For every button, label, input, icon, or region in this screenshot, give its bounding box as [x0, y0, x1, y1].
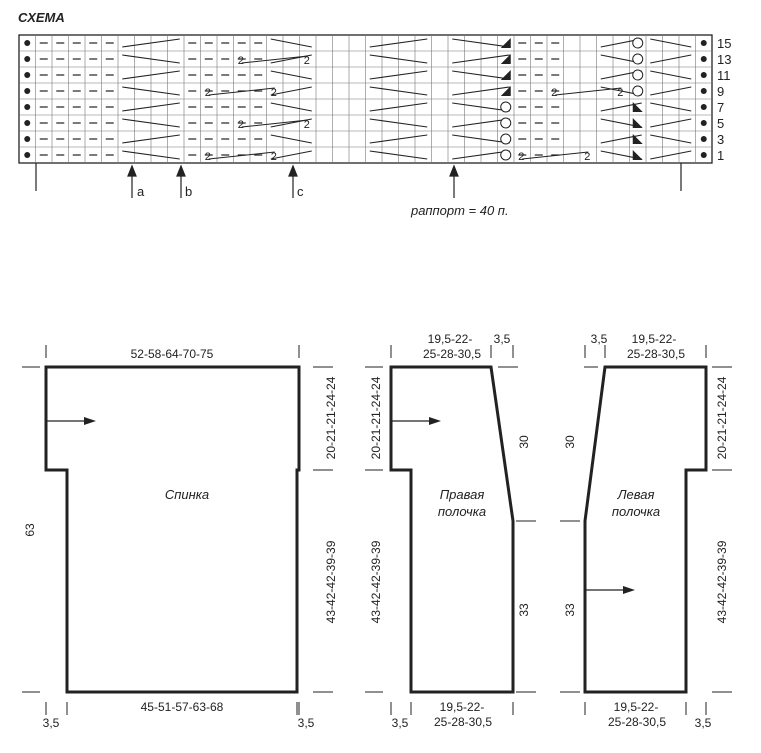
right-front-armhole-height: 20-21-21-24-24: [369, 376, 383, 460]
left-front-side-step: 3,5: [694, 716, 712, 730]
right-front-lower-edge: 33: [517, 603, 531, 617]
left-front-armhole-height: 20-21-21-24-24: [715, 376, 729, 460]
marker-c-arrow: [289, 166, 297, 198]
cross-count-label: 2: [617, 87, 624, 99]
yarn-over-circle: [633, 54, 643, 64]
right-front-side-step: 3,5: [391, 716, 409, 730]
right-front-bottom-width-line1: 19,5-22-: [439, 700, 485, 714]
back-armhole-height: 20-21-21-24-24: [324, 376, 338, 460]
marker-b-label: b: [185, 184, 193, 199]
yarn-over-circle: [633, 86, 643, 96]
cross-count-label: 2: [303, 55, 310, 67]
cross-count-label: 2: [551, 87, 558, 99]
row-number: 1: [717, 148, 725, 163]
back-side-height: 43-42-42-39-39: [324, 540, 338, 624]
left-front-side-height: 43-42-42-39-39: [715, 540, 729, 624]
back-bottom-width: 45-51-57-63-68: [140, 700, 224, 714]
back-piece: [22, 345, 333, 715]
left-front-direction-arrow: [585, 586, 635, 594]
edge-stitch-dot: [24, 56, 30, 62]
cross-count-label: 2: [204, 87, 211, 99]
row-numbers: [717, 36, 731, 163]
right-front-piece: [365, 345, 536, 715]
row-number: 7: [717, 100, 725, 115]
left-front-bottom-width-line2: 25-28-30,5: [607, 715, 667, 729]
left-front-top-width-line1: 19,5-22-: [631, 332, 677, 346]
edge-stitch-dot: [701, 136, 707, 142]
marker-b-arrow: [177, 166, 185, 198]
right-front-label-line2: полочка: [437, 504, 487, 519]
edge-stitch-dot: [701, 40, 707, 46]
cross-count-label: 2: [270, 151, 277, 163]
edge-stitch-dot: [24, 152, 30, 158]
cross-count-label: 2: [584, 151, 591, 163]
edge-stitch-dot: [701, 120, 707, 126]
right-front-top-width-line1: 19,5-22-: [427, 332, 473, 346]
back-direction-arrow: [46, 417, 96, 425]
right-front-bottom-width-line2: 25-28-30,5: [433, 715, 493, 729]
edge-stitch-dot: [701, 72, 707, 78]
edge-stitch-dot: [701, 88, 707, 94]
edge-stitch-dot: [701, 56, 707, 62]
right-front-direction-arrow: [391, 417, 441, 425]
yarn-over-circle: [501, 150, 511, 160]
edge-stitch-dot: [701, 152, 707, 158]
chart-markers: [36, 163, 681, 198]
back-step-left: 3,5: [42, 716, 60, 730]
cross-count-label: 2: [518, 151, 525, 163]
cross-count-label: 2: [237, 119, 244, 131]
right-front-neck-step: 3,5: [493, 332, 511, 346]
edge-stitch-dot: [24, 120, 30, 126]
edge-stitch-dot: [24, 72, 30, 78]
left-front-top-width-line2: 25-28-30,5: [626, 347, 686, 361]
back-total-height: 63: [23, 523, 37, 537]
right-front-side-height: 43-42-42-39-39: [369, 540, 383, 624]
cross-count-label: 2: [237, 55, 244, 67]
scheme-title: СХЕМА: [18, 10, 65, 25]
left-front-bottom-width-line1: 19,5-22-: [613, 700, 659, 714]
back-label: Спинка: [164, 487, 210, 502]
marker-a-label: a: [137, 184, 145, 199]
back-outline: [46, 367, 299, 692]
left-front-upper-slope: 30: [563, 435, 577, 449]
marker-a-arrow: [128, 166, 136, 198]
cross-count-label: 2: [204, 151, 211, 163]
yarn-over-circle: [501, 134, 511, 144]
row-number: 3: [717, 132, 725, 147]
cross-count-label: 2: [303, 119, 310, 131]
yarn-over-circle: [633, 38, 643, 48]
knitting-chart: [19, 35, 712, 163]
row-number: 11: [717, 68, 731, 83]
left-front-label-line1: Левая: [617, 487, 655, 502]
right-front-label-line1: Правая: [439, 487, 485, 502]
edge-stitch-dot: [24, 136, 30, 142]
yarn-over-circle: [501, 118, 511, 128]
back-top-width: 52-58-64-70-75: [130, 347, 214, 361]
repeat-label: раппорт = 40 п.: [411, 203, 509, 218]
edge-stitch-dot: [701, 104, 707, 110]
edge-stitch-dot: [24, 88, 30, 94]
left-front-outline: [585, 367, 706, 692]
row-number: 13: [717, 52, 732, 67]
left-front-label-line2: полочка: [611, 504, 661, 519]
row-number: 5: [717, 116, 725, 131]
edge-stitch-dot: [24, 40, 30, 46]
right-front-upper-slope: 30: [517, 435, 531, 449]
cross-count-label: 2: [270, 87, 277, 99]
row-number: 9: [717, 84, 725, 99]
yarn-over-circle: [633, 70, 643, 80]
right-front-outline: [391, 367, 513, 692]
row-number: 15: [717, 36, 732, 51]
right-front-top-width-line2: 25-28-30,5: [422, 347, 482, 361]
yarn-over-circle: [501, 102, 511, 112]
left-front-neck-step: 3,5: [590, 332, 608, 346]
left-front-piece: [560, 345, 732, 715]
marker-c-label: c: [297, 184, 304, 199]
back-step-right: 3,5: [297, 716, 315, 730]
left-front-lower-edge: 33: [563, 603, 577, 617]
repeat-arrow: [450, 166, 458, 198]
edge-stitch-dot: [24, 104, 30, 110]
